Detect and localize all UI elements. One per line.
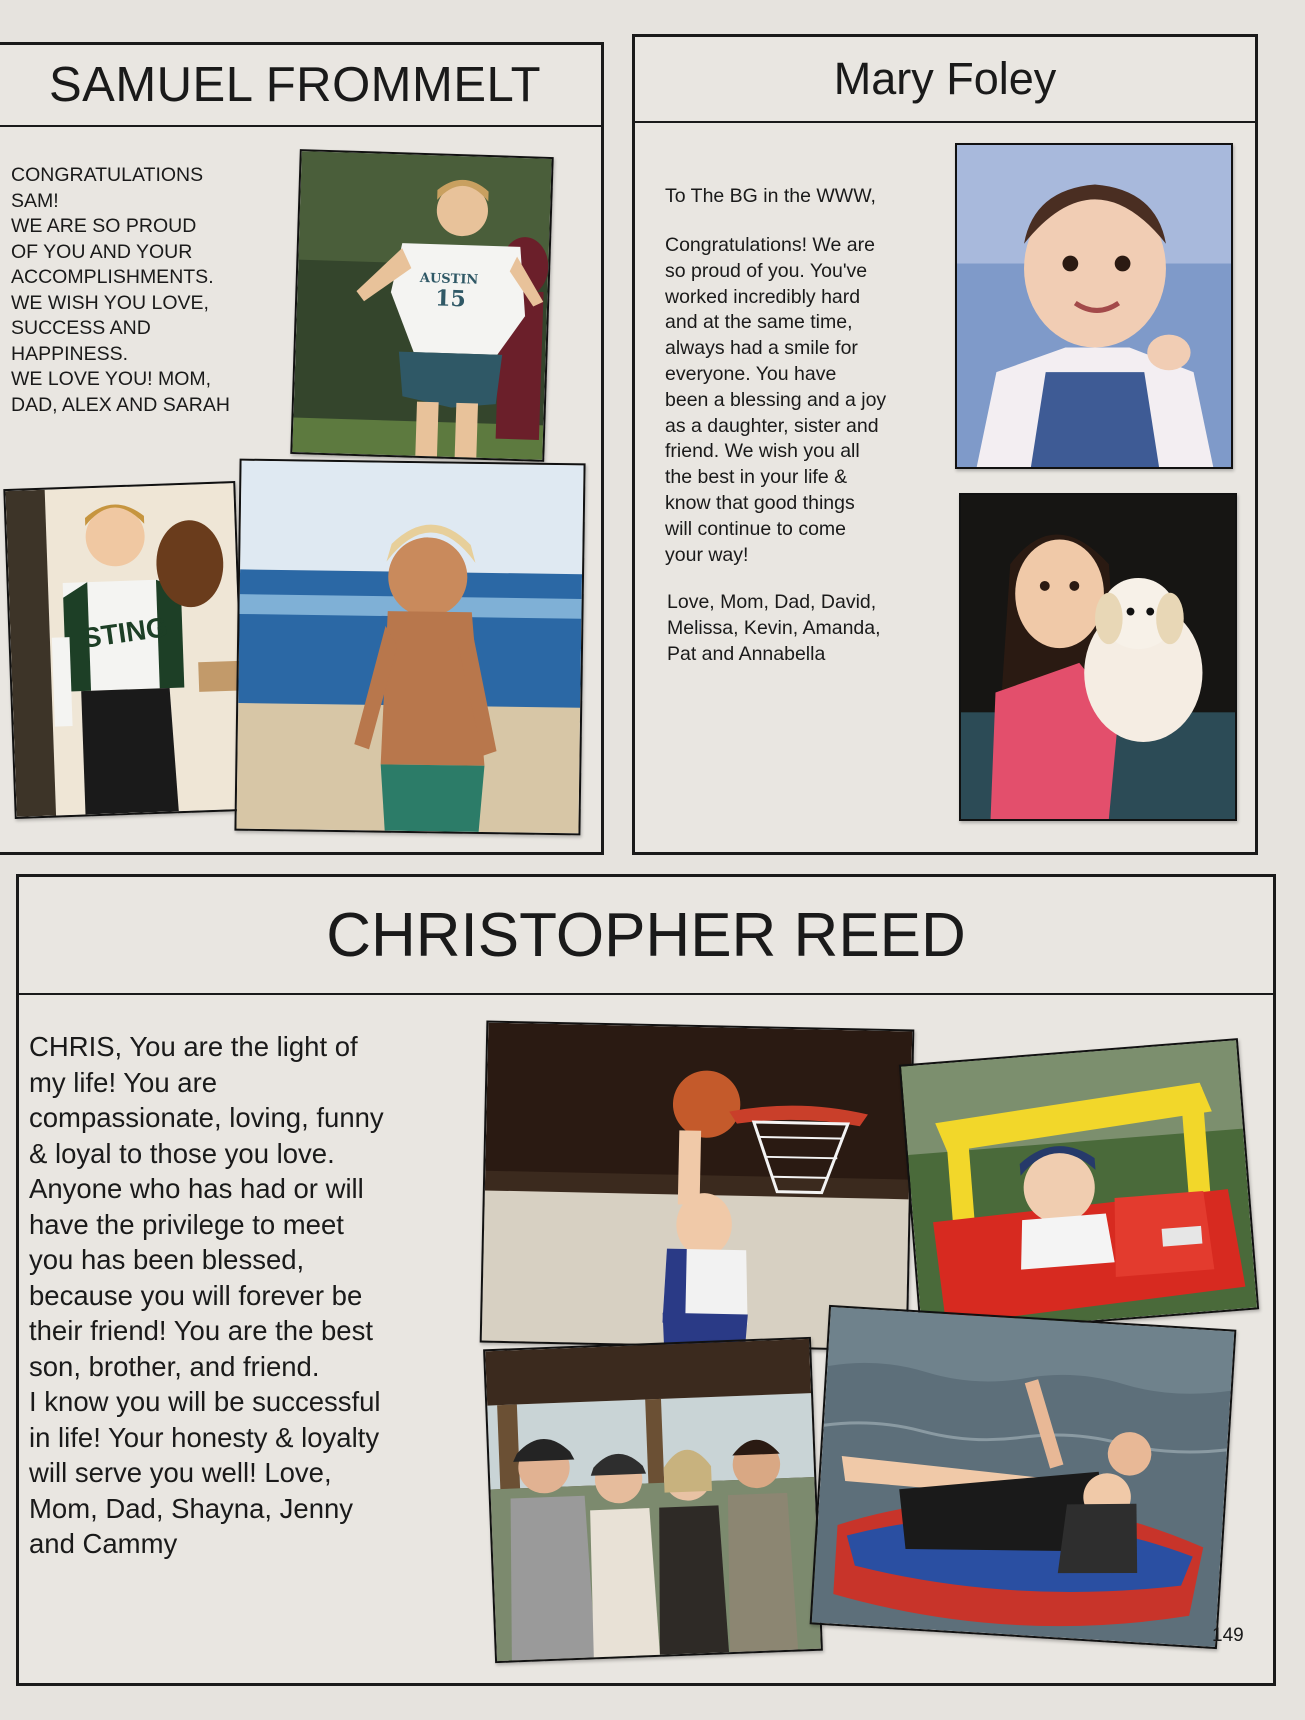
mary-girl-puppy-photo — [959, 493, 1237, 821]
samuel-baseball-photo — [3, 481, 246, 819]
samuel-soccer-photo — [290, 149, 553, 462]
christopher-group-photo — [483, 1337, 823, 1663]
mary-name-heading: Mary Foley — [833, 53, 1057, 104]
page-number: 149 — [1212, 1625, 1244, 1646]
christopher-name-heading: CHRISTOPHER REED — [326, 900, 966, 970]
christopher-basketball-photo — [480, 1021, 915, 1352]
samuel-message: CONGRATULATIONS SAM! WE ARE SO PROUD OF YOU AND YOUR ACCOMPLISHMENTS. WE WISH YOU LOVE, SUCCESS AND HAPPINESS. WE LOVE YOU! MOM, DAD, ALEX AND SARAH — [11, 164, 230, 416]
christopher-message: CHRIS, You are the light of my life! You are compassionate, loving, funny & loyal to those you love. Anyone who has had or will have the privilege to meet you has been blessed, because you will forever be their friend! You are the best son, brother, and friend. I know you will be successful in life! Your honesty & loyalty will serve you well! Love, Mom, Dad, Shayna, Jenny and Cammy — [29, 1031, 384, 1559]
christopher-title-bar — [19, 877, 1273, 995]
samuel-frommelt-panel — [0, 42, 604, 855]
christopher-reed-panel — [16, 874, 1276, 1686]
jersey-number: 15 — [434, 285, 467, 313]
christopher-tubing-photo — [810, 1305, 1237, 1649]
mary-foley-panel — [632, 34, 1258, 855]
mary-greeting: To The BG in the WWW, — [665, 185, 876, 207]
mary-title-bar — [635, 37, 1255, 123]
samuel-title-bar — [0, 45, 601, 127]
christopher-toy-car-photo — [899, 1038, 1259, 1336]
samuel-beach-photo — [234, 459, 585, 836]
jersey-text: AUSTIN — [419, 270, 479, 288]
samuel-name-heading: SAMUEL FROMMELT — [48, 58, 542, 112]
mary-signoff: Love, Mom, Dad, David, Melissa, Kevin, Amanda, Pat and Annabella — [667, 591, 881, 665]
mary-baby-photo — [955, 143, 1233, 469]
shirt-text: STING — [80, 611, 170, 654]
mary-message: Congratulations! We are so proud of you. You've worked incredibly hard and at the same time, always had a smile for everyone. You have been a blessing and a joy as a daughter, sister and friend. We wish you all the best in your life & know that good things will continue to come your way! — [665, 234, 887, 566]
